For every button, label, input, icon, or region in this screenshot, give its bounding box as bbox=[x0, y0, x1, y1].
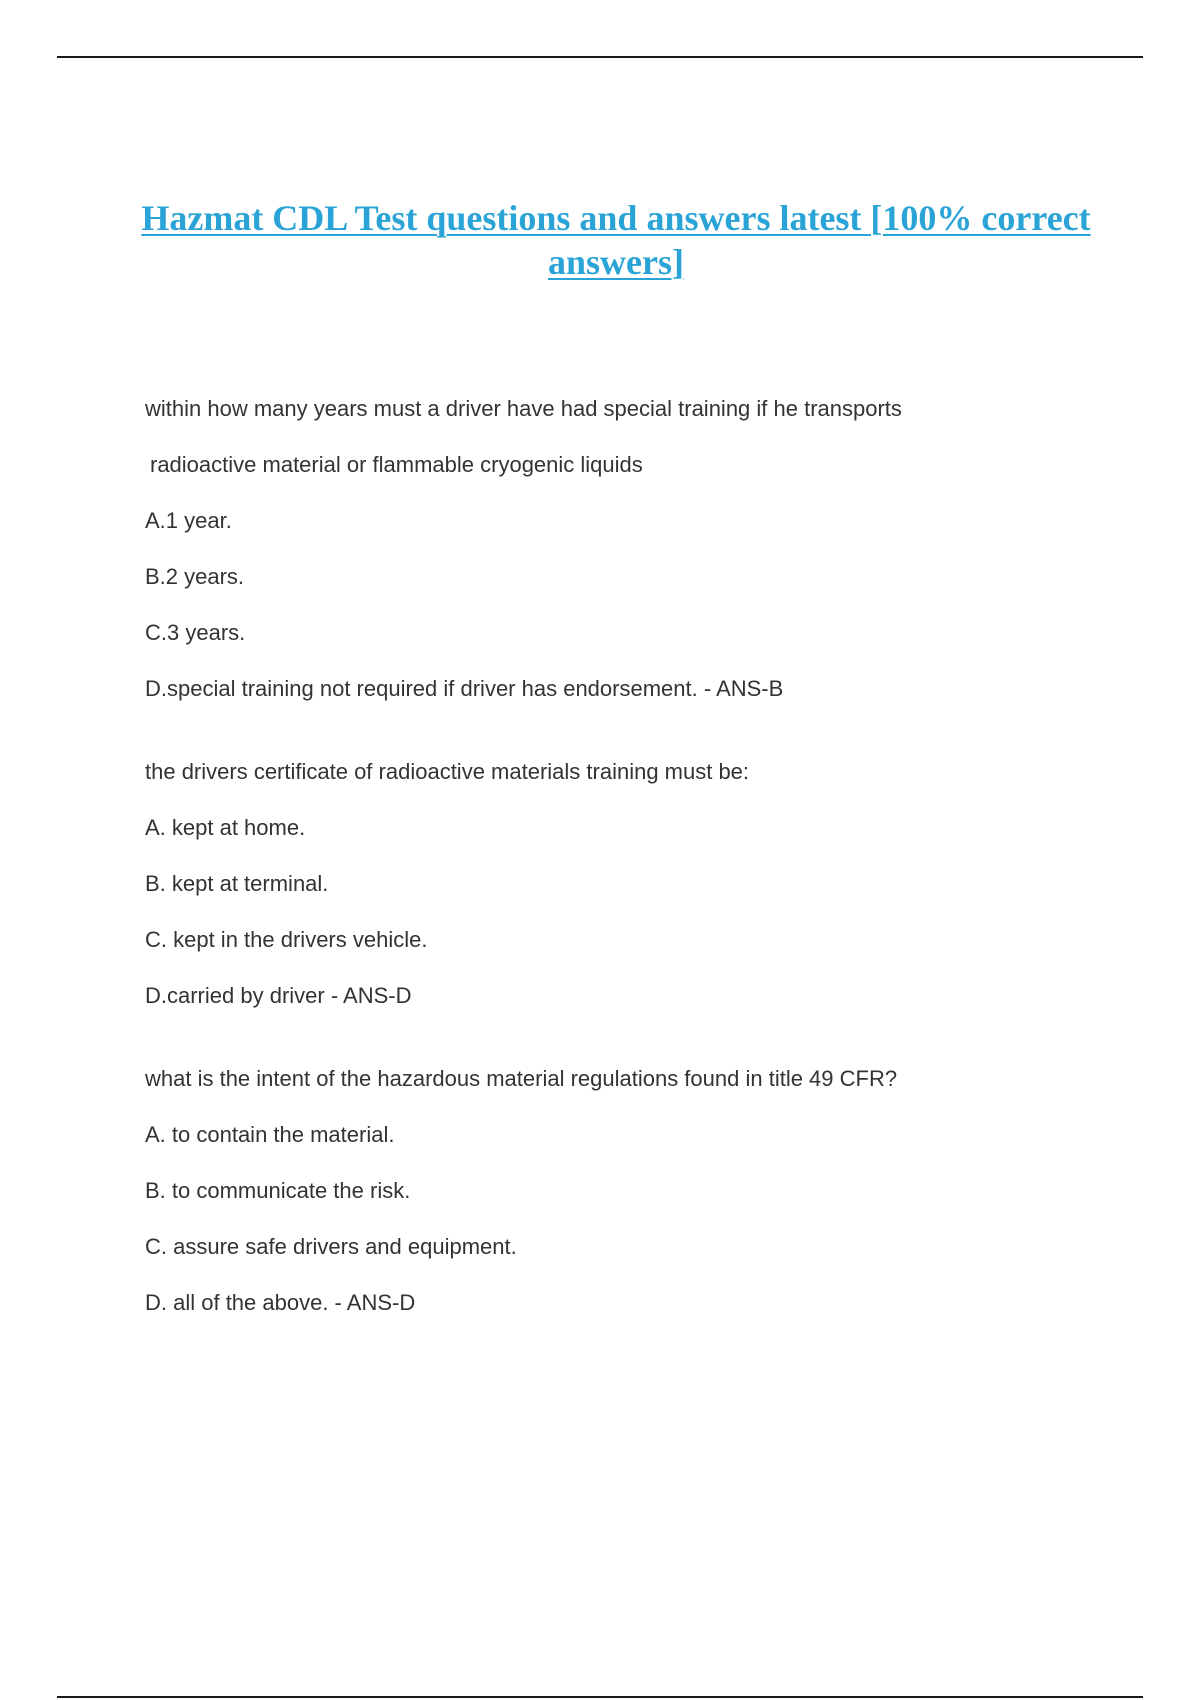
question-block-1 bbox=[145, 395, 1045, 703]
answer-option: A. kept at home. bbox=[145, 815, 306, 840]
bottom-rule bbox=[57, 1696, 1143, 1698]
question-block-2 bbox=[145, 758, 1045, 1010]
answer-option: A. to contain the material. bbox=[145, 1122, 395, 1147]
answer-option: C. kept in the drivers vehicle. bbox=[145, 927, 428, 952]
answer-option: D.special training not required if driver has endorsement. - ANS-B bbox=[145, 676, 784, 701]
answer-option: C. assure safe drivers and equipment. bbox=[145, 1234, 517, 1259]
answer-option: D. all of the above. - ANS-D bbox=[145, 1290, 416, 1315]
question-block-3 bbox=[145, 1065, 1045, 1317]
answer-option: B. to communicate the risk. bbox=[145, 1178, 411, 1203]
document-body bbox=[145, 395, 1045, 1372]
question-text: within how many years must a driver have had special training if he transports bbox=[145, 396, 902, 421]
top-rule bbox=[57, 56, 1143, 58]
document-title: Hazmat CDL Test questions and answers latest [100% correct answers] bbox=[141, 198, 1091, 282]
answer-option: B.2 years. bbox=[145, 564, 245, 589]
question-text: the drivers certificate of radioactive materials training must be: bbox=[145, 759, 750, 784]
question-text: radioactive material or flammable cryogenic liquids bbox=[150, 452, 643, 477]
answer-option: C.3 years. bbox=[145, 620, 246, 645]
answer-option: A.1 year. bbox=[145, 508, 232, 533]
answer-option: B. kept at terminal. bbox=[145, 871, 329, 896]
answer-option: D.carried by driver - ANS-D bbox=[145, 983, 412, 1008]
question-text: what is the intent of the hazardous material regulations found in title 49 CFR? bbox=[145, 1066, 898, 1091]
